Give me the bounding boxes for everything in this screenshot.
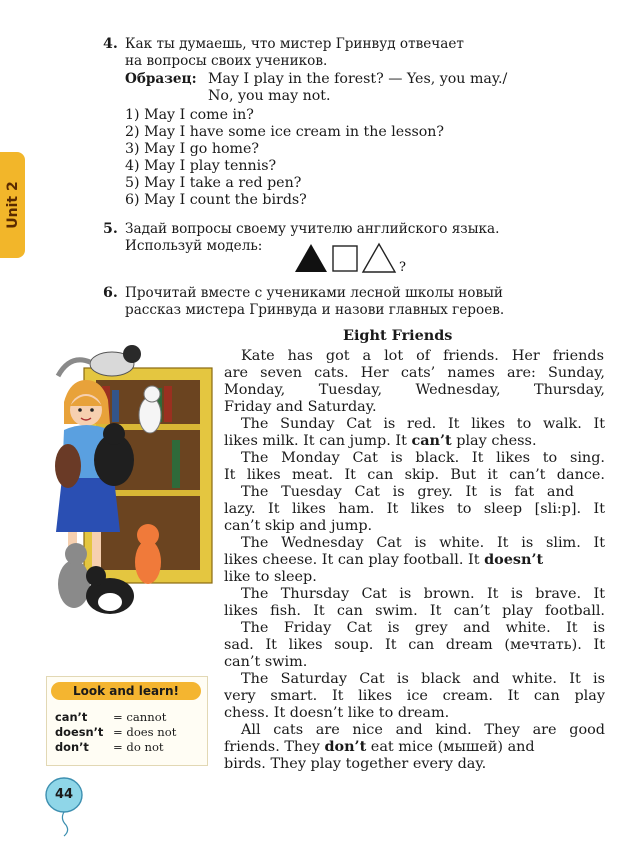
contraction-key: can’t <box>55 710 88 724</box>
page-number-balloon <box>44 777 84 837</box>
question-item: 6) May I count the birds? <box>125 192 307 208</box>
story-line <box>224 739 535 756</box>
contraction-value: = cannot <box>113 710 167 724</box>
contraction-row <box>55 710 167 724</box>
story-line: chess. It doesn’t like to dream. <box>224 705 450 721</box>
sample-label: Образец: <box>125 71 197 87</box>
question-item: 3) May I go home? <box>125 141 259 157</box>
exercise-6-instruction-line2: рассказ мистера Гринвуда и назови главных героев. <box>125 302 505 318</box>
look-and-learn-box <box>46 676 208 766</box>
story-line: Kate has got a lot of friends. Her friends <box>241 348 604 364</box>
story-bold-word: doesn’t <box>484 551 544 568</box>
contraction-value: = does not <box>113 725 177 739</box>
story-line: All cats are nice and kind. They are good <box>241 722 605 738</box>
story-line <box>224 433 537 450</box>
exercise-4-instruction-line1: Как ты думаешь, что мистер Гринвуд отвечает <box>125 36 464 52</box>
story-line: sad. It likes soup. It can dream (мечтать). It <box>224 637 605 653</box>
question-item: 4) May I play tennis? <box>125 158 277 174</box>
story-line: birds. They play together every day. <box>224 756 487 772</box>
story-line: The Sunday Cat is red. It likes to walk. It <box>241 416 605 432</box>
story-bold-word: can’t <box>411 432 452 449</box>
story-line: The Friday Cat is grey and white. It is <box>241 620 605 636</box>
exercise-4-number: 4. <box>103 36 118 52</box>
exercise-6-number: 6. <box>103 285 118 301</box>
story-line: are seven cats. Her cats’ names are: Sunday, <box>224 365 605 381</box>
girl-with-cats-illustration <box>44 340 220 625</box>
story-line-text: likes milk. It can jump. It <box>224 433 407 449</box>
story-line-text: play chess. <box>456 433 537 449</box>
story-line: can’t skip and jump. <box>224 518 373 534</box>
story-bold-word: don’t <box>324 738 367 755</box>
story-line-text: likes cheese. It can play football. It <box>224 552 480 568</box>
story-line: The Tuesday Cat is grey. It is fat and <box>241 484 574 500</box>
sample-line2: No, you may not. <box>208 88 331 104</box>
story-line-text: eat mice (мышей) and <box>370 739 535 755</box>
story-title: Eight Friends <box>343 327 453 344</box>
unit-tab-label: Unit 2 <box>4 181 21 229</box>
exercise-5-instruction-line1: Задай вопросы своему учителю английского языка. <box>125 221 500 237</box>
story-line: The Monday Cat is black. It likes to sing. <box>241 450 605 466</box>
exercise-4-instruction-line2: на вопросы своих учеников. <box>125 53 328 69</box>
story-line: It likes meat. It can skip. But it can’t dance. <box>224 467 605 483</box>
question-item: 2) May I have some ice cream in the lesson? <box>125 124 445 140</box>
story-line: very smart. It likes ice cream. It can play <box>224 688 605 704</box>
story-line: The Wednesday Cat is white. It is slim. It <box>241 535 605 551</box>
sample-line1: May I play in the forest? — Yes, you may./ <box>208 71 508 87</box>
story-line <box>224 552 543 569</box>
story-line: likes fish. It can swim. It can’t play football. <box>224 603 605 619</box>
exercise-5-instruction-line2: Используй модель: <box>125 238 263 254</box>
story-line: The Saturday Cat is black and white. It is <box>241 671 605 687</box>
contraction-key: doesn’t <box>55 725 104 739</box>
unit-tab <box>0 152 25 258</box>
look-and-learn-title: Look and learn! <box>51 682 201 700</box>
story-line: Friday and Saturday. <box>224 399 377 415</box>
exercise-6-instruction-line1: Прочитай вместе с учениками лесной школы новый <box>125 285 503 301</box>
square-icon <box>333 246 357 271</box>
filled-triangle-icon <box>295 244 327 272</box>
story-line: Monday, Tuesday, Wednesday, Thursday, <box>224 382 605 398</box>
contraction-value: = do not <box>113 740 164 754</box>
story-line: like to sleep. <box>224 569 317 585</box>
story-line: The Thursday Cat is brown. It is brave. It <box>241 586 605 602</box>
contraction-row <box>55 740 164 754</box>
question-item: 1) May I come in? <box>125 107 254 123</box>
question-item: 5) May I take a red pen? <box>125 175 302 191</box>
contraction-row <box>55 725 177 739</box>
exercise-5-number: 5. <box>103 221 118 237</box>
story-line-text: friends. They <box>224 739 320 755</box>
story-line: lazy. It likes ham. It likes to sleep [sli:p]. It <box>224 501 605 517</box>
page-number: 44 <box>54 787 74 802</box>
story-line: can’t swim. <box>224 654 308 670</box>
question-model-icon <box>293 240 423 274</box>
model-question-mark: ? <box>399 260 406 274</box>
outline-triangle-icon <box>363 244 395 272</box>
contraction-key: don’t <box>55 740 89 754</box>
